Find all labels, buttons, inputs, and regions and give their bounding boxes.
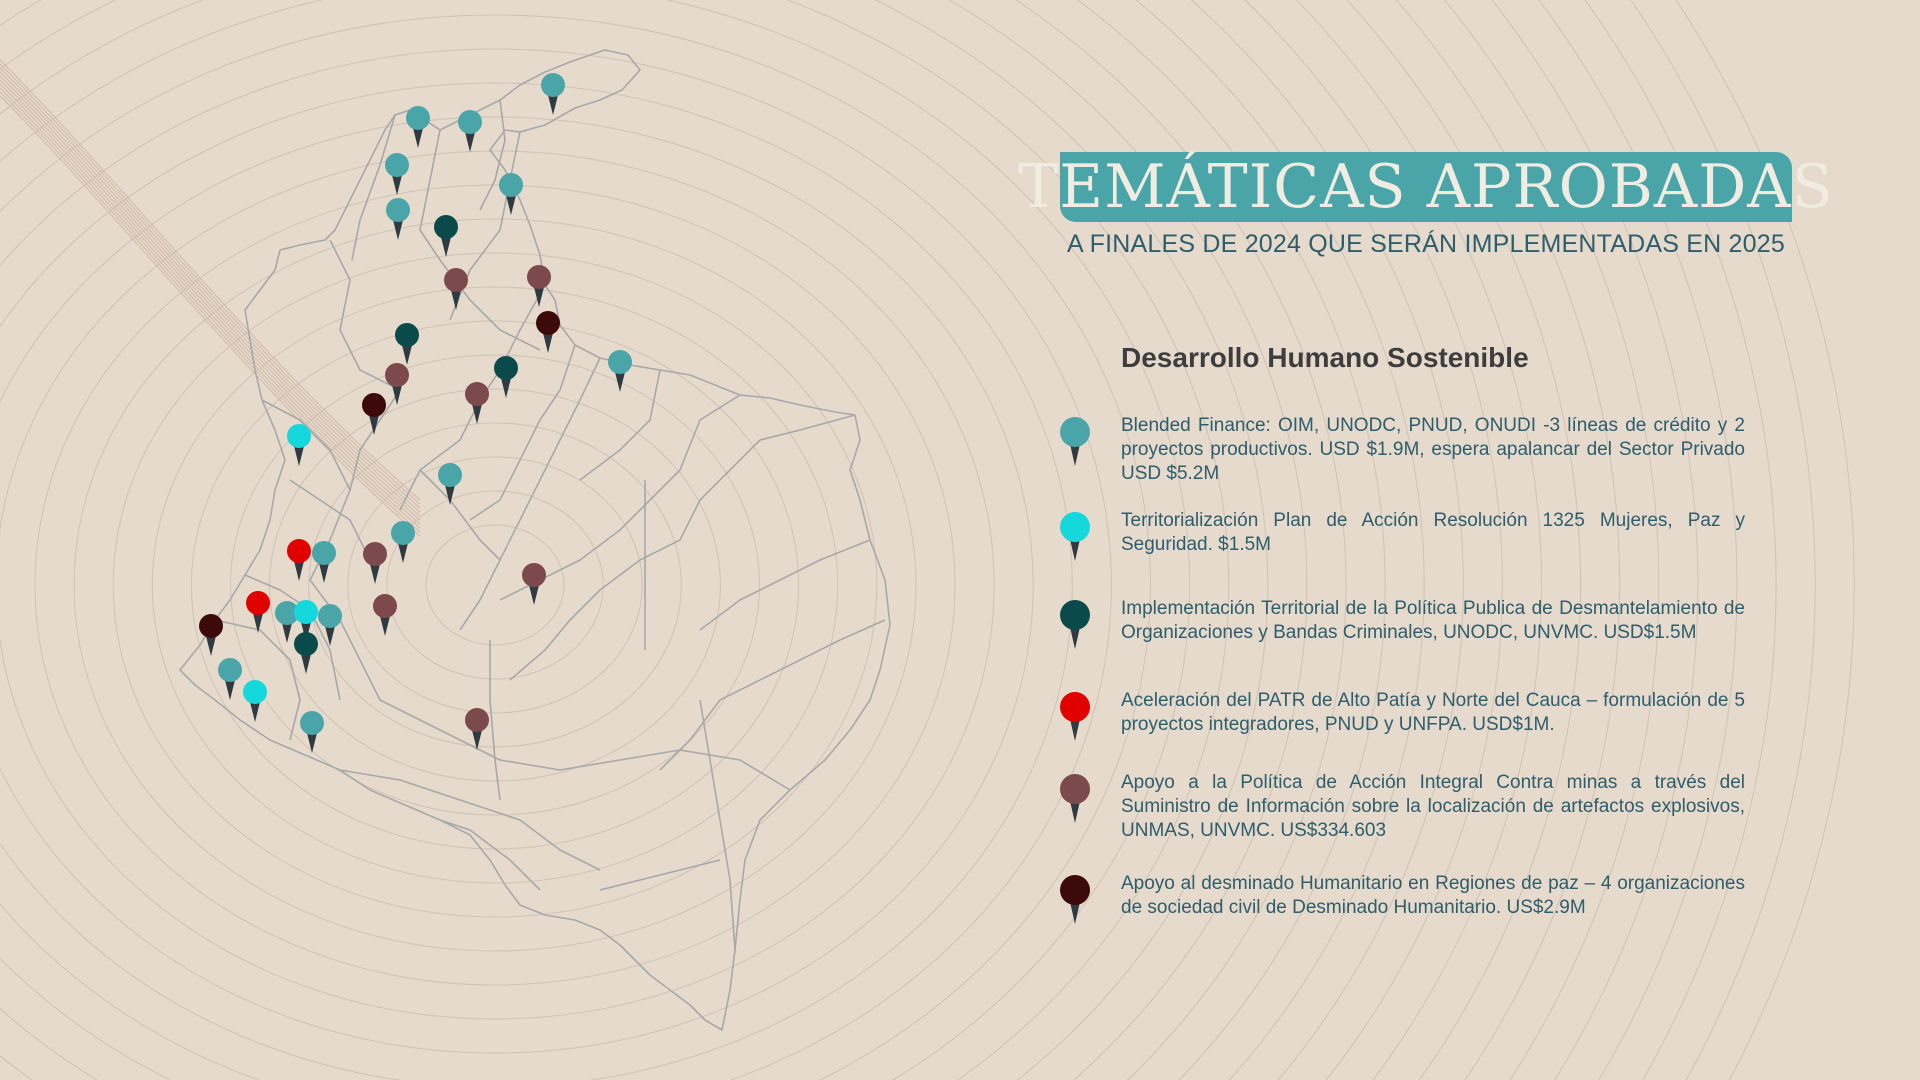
legend-text: Aceleración del PATR de Alto Patía y Norte del Cauca – formulación de 5 proyectos integradores, PNUD y UNFPA. USD$1M. [1121,690,1745,735]
map-pin-icon [385,153,409,195]
map-pin-icon [318,604,342,646]
map-pin-icon [287,539,311,581]
map-pin-icon [458,110,482,152]
map-pin-icon [465,382,489,424]
map-pin-icon [438,463,462,505]
section-title: Desarrollo Humano Sostenible [1121,342,1529,373]
map-pin-icon [1055,597,1095,653]
map-pin-icon [1055,771,1095,827]
legend-text: Blended Finance: OIM, UNODC, PNUD, ONUDI -3 líneas de crédito y 2 proyectos productivos. USD $1.9M, espera apalancar del Sector Privado USD $5.2M [1121,415,1745,484]
map-pin-icon [386,198,410,240]
map-outline [180,50,890,1030]
map-pin-icon [434,215,458,257]
legend-text: Implementación Territorial de la Política Publica de Desmantelamiento de Organizaciones y Bandas Criminales, UNODC, UNVMC. USD$1.5M [1121,598,1745,643]
map-pin-icon [527,265,551,307]
map-markers [199,73,632,753]
map-pin-icon [391,521,415,563]
map-pin-icon [1055,689,1095,745]
legend-text: Territorialización Plan de Acción Resolución 1325 Mujeres, Paz y Seguridad. $1.5M [1121,510,1745,555]
map-pin-icon [541,73,565,115]
map-pin-icon [294,632,318,674]
legend-text: Apoyo al desminado Humanitario en Regiones de paz – 4 organizaciones de sociedad civil de Desminado Humanitario. US$2.9M [1121,873,1745,918]
map-pin-icon [362,393,386,435]
map-pin-icon [300,711,324,753]
map-pin-icon [246,591,270,633]
map-pin-icon [199,614,223,656]
map-pin-icon [1055,872,1095,928]
page-subtitle: A FINALES DE 2024 QUE SERÁN IMPLEMENTADAS EN 2025 [1067,230,1785,258]
legend-text: Apoyo a la Política de Acción Integral Contra minas a través del Suministro de Información sobre la localización de artefactos explosivos, UNMAS, UNVMC. US$334.603 [1121,772,1745,841]
map-pin-icon [287,424,311,466]
map-pin-icon [522,563,546,605]
map-pin-icon [395,323,419,365]
map-pin-icon [243,680,267,722]
title-banner [1018,152,1834,222]
map-pin-icon [608,350,632,392]
map-pin-icon [373,594,397,636]
map-pin-icon [312,541,336,583]
map-pin-icon [218,658,242,700]
map-pin-icon [363,542,387,584]
map-pin-icon [1055,414,1095,470]
map-pin-icon [444,268,468,310]
page-title: TEMÁTICAS APROBADAS [1018,152,1834,222]
map-pin-icon [499,173,523,215]
map-pin-icon [406,106,430,148]
map-pin-icon [536,311,560,353]
map-pin-icon [494,356,518,398]
map-pin-icon [1055,509,1095,565]
